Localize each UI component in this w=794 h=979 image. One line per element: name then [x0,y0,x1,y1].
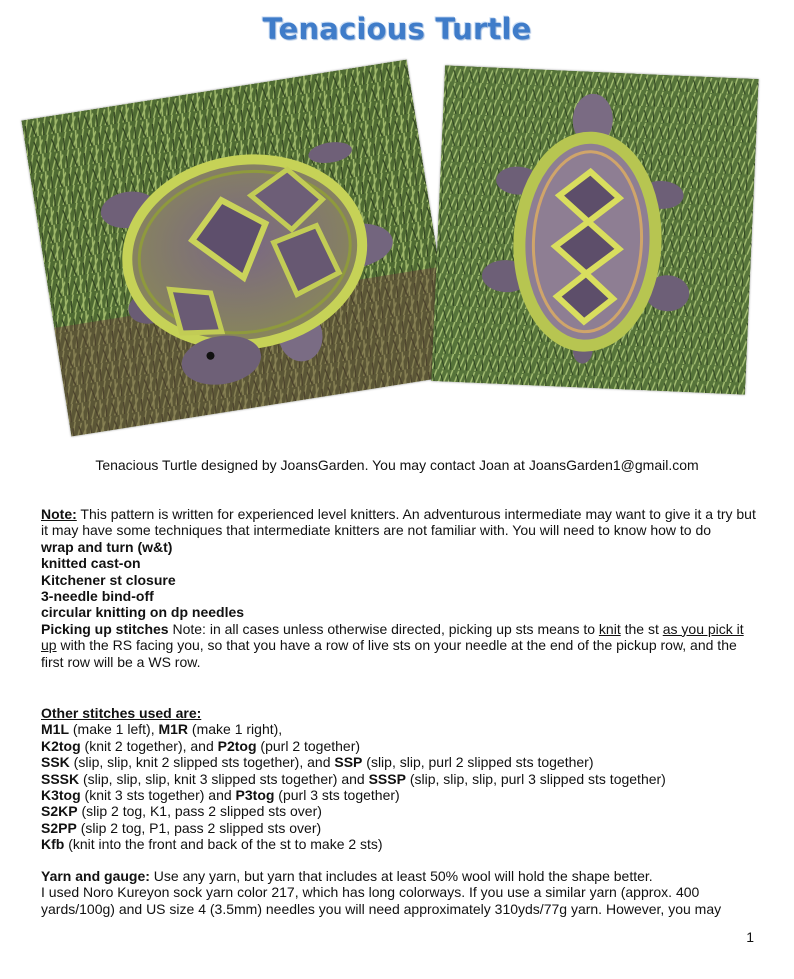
yarn-text: Use any yarn, but yarn that includes at least 50% wool will hold the shape better. [149,868,653,884]
turtle-top-photo [431,65,758,394]
stitch-abbrev: SSSK [41,770,80,787]
stitch-desc: (purl 2 together) [256,737,361,754]
stitch-desc: (make 1 right), [188,721,283,738]
other-stitches-section [41,705,757,853]
stitch-abbrev: P2tog [217,737,257,754]
note-section [41,506,757,670]
picking-label: Picking up stitches [41,620,169,637]
stitch-desc: (slip, slip, slip, purl 3 slipped sts together) [405,770,666,787]
picking-underline: as you pick it up [41,620,744,654]
stitch-abbrev: SSP [334,754,363,771]
stitch-desc: (make 1 left), [69,721,159,738]
stitch-desc: (knit 3 sts together) and [80,787,236,804]
stitch-abbrev: SSK [41,754,70,771]
stitch-row [41,803,757,819]
picking-text: the st [620,620,663,637]
page-number: 1 [746,929,754,945]
technique-list [41,539,757,621]
stitch-desc: (slip 2 tog, P1, pass 2 slipped sts over) [76,819,322,836]
picking-text: Note: in all cases unless otherwise directed, picking up sts means to [168,620,599,637]
technique-item: Kitchener st closure [41,571,176,588]
note-text: This pattern is written for experienced level knitters. An adventurous intermediate may want to give it a try but it may have some techniques that intermediate knitters are not familiar with. You will need to know how to do [41,506,756,539]
note-label: Note: [41,506,77,522]
picking-up-paragraph [41,621,757,670]
yarn-label: Yarn and gauge: [41,868,150,884]
photo-caption: Tenacious Turtle designed by JoansGarden. You may contact Joan at JoansGarden1@gmail.com [95,457,699,473]
stitch-desc: (slip 2 tog, K1, pass 2 slipped sts over) [77,803,322,820]
stitch-row [41,721,757,737]
technique-item: wrap and turn (w&t) [41,538,173,555]
yarn-gauge-section [41,868,757,917]
stitch-abbrev: M1L [41,721,69,738]
technique-item: 3-needle bind-off [41,588,154,605]
stitch-abbrev: Kfb [41,836,65,853]
page-title: Tenacious Turtle [262,12,532,46]
turtle-side-photo [21,59,456,436]
stitch-abbrev: SSSP [368,770,406,787]
stitch-desc: (purl 3 sts together) [274,787,400,804]
note-paragraph [41,506,757,539]
stitch-abbrev: K2tog [41,737,81,754]
stitch-row [41,836,757,852]
other-stitches-heading: Other stitches used are: [41,705,202,721]
stitch-abbrev: K3tog [41,787,81,804]
stitch-abbrev: P3tog [235,787,275,804]
stitch-row [41,738,757,754]
stitch-desc: (knit 2 together), and [80,737,218,754]
yarn-paragraph [41,868,757,884]
stitch-row [41,771,757,787]
picking-text: with the RS facing you, so that you have a row of live sts on your needle at the end of the pickup row, and the first row will be a WS row. [41,637,737,670]
stitch-abbrev: S2PP [41,819,77,836]
picking-knit: knit [598,620,621,637]
yarn-paragraph: I used Noro Kureyon sock yarn color 217, which has long colorways. If you use a similar yarn (approx. 400 yards/100g) and US size 4 (3.5mm) needles you will need approximately 310yds/77g yarn. However, you may [41,884,722,917]
stitch-abbrev: S2KP [41,803,78,820]
stitch-desc: (knit into the front and back of the st to make 2 sts) [64,836,383,853]
stitch-row [41,754,757,770]
stitch-row [41,787,757,803]
stitch-abbrev: M1R [158,721,189,738]
technique-item: circular knitting on dp needles [41,604,245,621]
stitch-desc: (slip, slip, slip, knit 3 slipped sts together) and [79,770,369,787]
stitch-desc: (slip, slip, knit 2 slipped sts together), and [69,754,335,771]
stitch-desc: (slip, slip, purl 2 slipped sts together) [362,754,594,771]
technique-item: knitted cast-on [41,555,141,572]
stitch-row [41,820,757,836]
